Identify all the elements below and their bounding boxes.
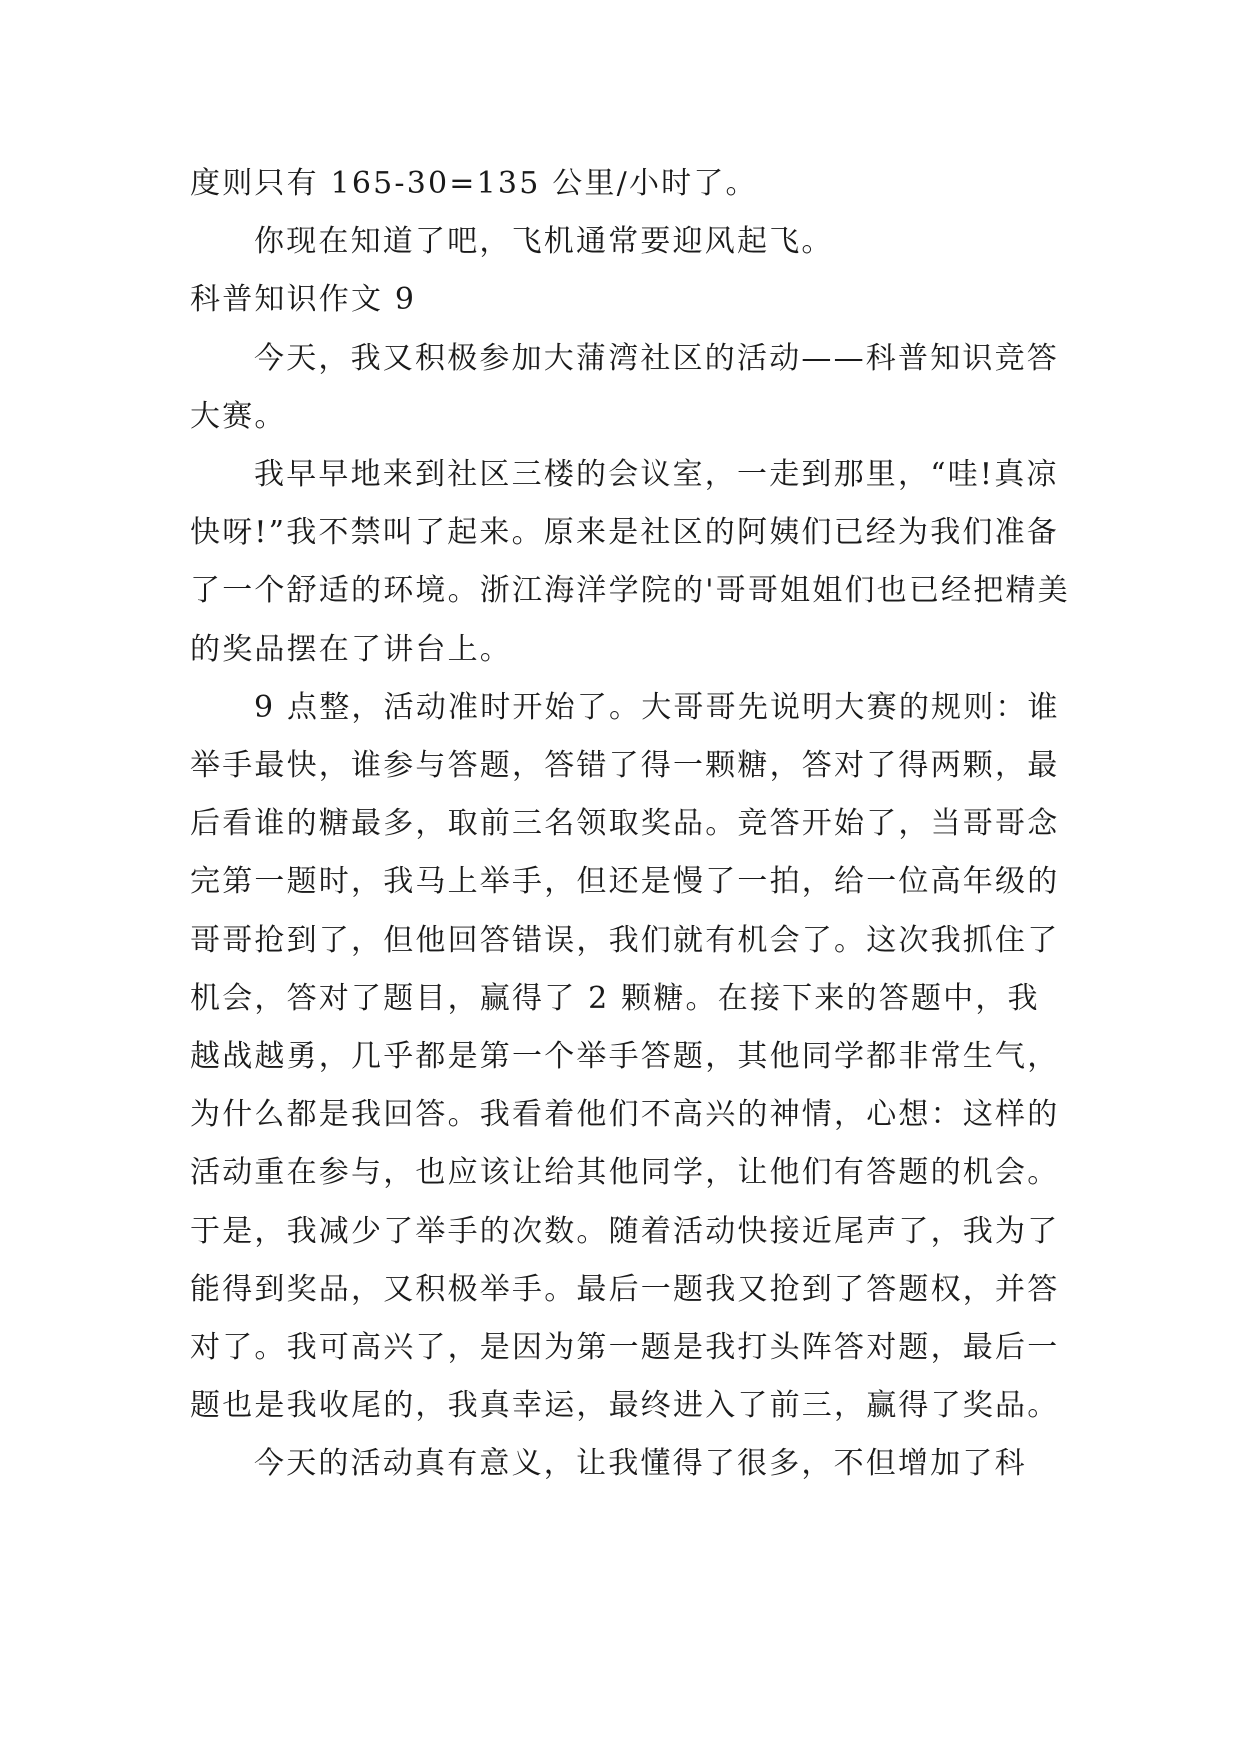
paragraph: 9 点整，活动准时开始了。大哥哥先说明大赛的规则：谁举手最快，谁参与答题，答错了得一颗糖，答对了得两颗，最后看谁的糖最多，取前三名领取奖品。竞答开始了，当哥哥念完第一题时，我马上举手，但还是慢了一拍，给一位高年级的哥哥抢到了，但他回答错误，我们就有机会了。这次我抓住了机会，答对了题目，赢得了 2 颗糖。在接下来的答题中，我越战越勇，几乎都是第一个举手答题，其他同学都非常生气，为什么都是我回答。我看着他们不高兴的神情，心想：这样的活动重在参与，也应该让给其他同学，让他们有答题的机会。于是，我减少了举手的次数。随着活动快接近尾声了，我为了能得到奖品，又积极举手。最后一题我又抢到了答题权，并答对了。我可高兴了，是因为第一题是我打头阵答对题，最后一题也是我收尾的，我真幸运，最终进入了前三，赢得了奖品。 — [190, 689, 1060, 1424]
section-heading: 科普知识作文 9 — [190, 282, 417, 318]
paragraph: 你现在知道了吧，飞机通常要迎风起飞。 — [254, 224, 834, 260]
document-body — [190, 155, 1070, 1494]
paragraph: 我早早地来到社区三楼的会议室，一走到那里，“哇!真凉快呀!”我不禁叫了起来。原来是社区的阿姨们已经为我们准备了一个舒适的环境。浙江海洋学院的'哥哥姐姐们也已经把精美的奖品摆在了讲台上。 — [190, 457, 1070, 667]
paragraph: 今天，我又积极参加大蒲湾社区的活动——科普知识竞答大赛。 — [190, 340, 1059, 434]
paragraph-continuation: 度则只有 165-30=135 公里/小时了。 — [190, 166, 758, 201]
paragraph: 今天的活动真有意义，让我懂得了很多，不但增加了科 — [254, 1446, 1027, 1482]
